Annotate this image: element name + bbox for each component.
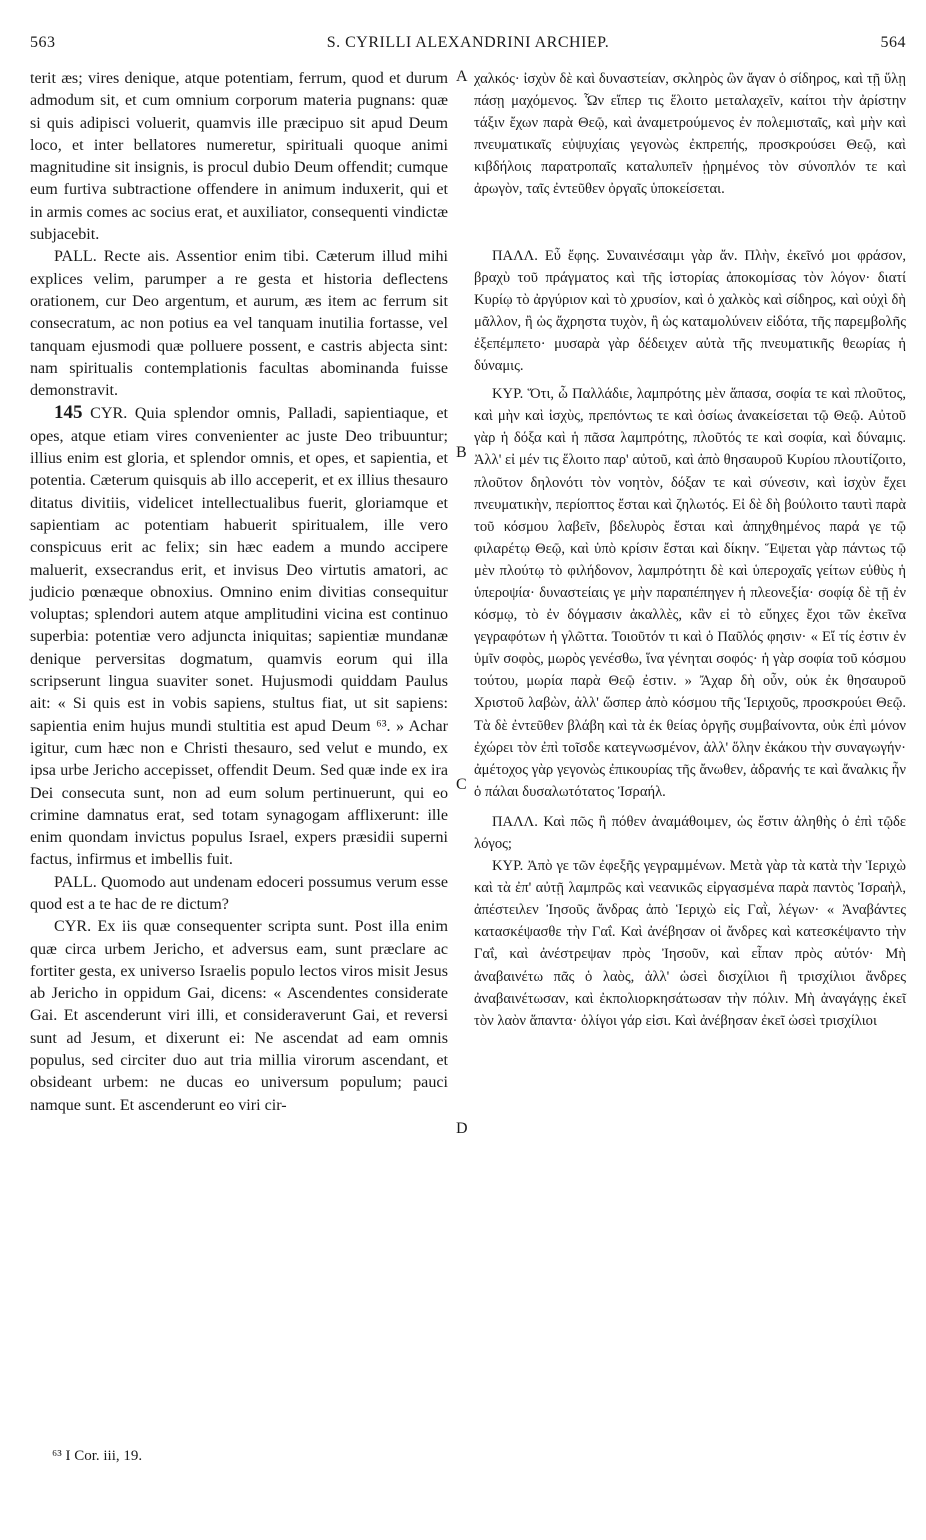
greek-paragraph-5: ΚΥΡ. Ἀπὸ γε τῶν ἐφεξῆς γεγραμμένων. Μετὰ γὰρ τὰ κατὰ τὴν Ἱεριχὼ καὶ τὰ ἐπ' αὐτῇ λαμπρῶς καὶ νεανικῶς εἰργασμένα παρὰ παντὸς Ἰσραὴλ, ἀπέστειλεν Ἰησοῦς ἄνδρας ἀπὸ Ἱεριχὼ εἰς Γαῒ, λέγων· « Ἀναβάντες κατασκέψασθε τὴν Γαΐ. Καὶ ἀνέβησαν οἱ ἄνδρες καὶ κατεσκέψαντο τὴν Γαΐ, καὶ ἀνέστρεψαν πρὸς Ἰησοῦν, καὶ εἶπαν πρὸς αὐτόν· Μὴ ἀναβαινέτω πᾶς ὁ λαὸς, ἀλλ' ὡσεὶ δισχίλιοι ἢ τρισχίλιοι ἄνδρες ἀναβαινέτωσαν, καὶ ἐκπολιορκησάτωσαν τὴν πόλιν. Μὴ ἀναγάγῃς ἐκεῖ τὸν λαὸν ἅπαντα· ὀλίγοι γάρ εἰσι. Καὶ ἀνέβησαν ἐκεῖ ὡσεὶ τρισχίλιοι (474, 858, 906, 1029)
page-number-right: 564 (880, 34, 906, 51)
latin-paragraph-5: CYR. Ex iis quæ consequenter scripta sunt. Post illa enim quæ circa urbem Jericho, et adversus eam, sunt præclare ac fortiter gesta, ex universo Israelis populo lectos viros misit Jesus ab Jericho in oppidum Gai, dicens: « Ascendentes considerate Gai. Et ascenderunt viri illi, et consideraverunt Gai, et reversi sunt ad Jesum, et dixerunt ei: Ne ascendat ad eam omnis populus, sed circiter duo aut tria millia virorum ascendant, et obsideant urbem: ne ducas eo universum populum; pauci namque sunt. Et ascenderunt eo viri cir- (30, 918, 448, 1114)
margin-markers (452, 68, 472, 1168)
running-header (30, 34, 906, 56)
latin-paragraph-2: PALL. Recte ais. Assentior enim tibi. Cæterum illud mihi explices velim, parumper a re gesta et historia deflectens orationem, cur Deo argentum, et aurum, æs item ac ferrum sit consecratum, ac non potius ea vel tanquam inutilia fortasse, vel tanquam ejusmodi quæ polluere possent, e castris abjecta sint: nam spiritualis contemplationis facultas abominanda fuisse demonstravit. (30, 248, 448, 400)
greek-paragraph-1: χαλκός· ἰσχὺν δὲ καὶ δυναστείαν, σκληρὸς ὢν ἄγαν ὁ σίδηρος, καὶ τῇ ὕλῃ πάσῃ μαχόμενος. Ὧν εἴπερ τις ἕλοιτο μεταλαχεῖν, καίτοι τὴν ἀρίστην τάξιν ἔχων παρὰ Θεῷ, καὶ ἀναμετρούμενος ἐν πολεμισταῖς, καὶ μὴν καὶ πνευματικαῖς εὐψυχίαις γεγονὼς ἐκπρεπής, προσκρούσει Θεῷ, καὶ κιβδήλοις παρατροπαῖς καταλυπεῖν ᾑρημένος τὸν σύνοπλόν τε καὶ ἀρωγὸν, ταῖς ἐντεῦθεν ὀργαῖς ὑποκείσεται. (474, 71, 906, 198)
margin-marker-d: D (456, 1120, 468, 1137)
greek-paragraph-2: ΠΑΛΛ. Εὖ ἔφης. Συναινέσαιμι γὰρ ἄν. Πλὴν, ἐκεῖνό μοι φράσον, βραχὺ τοῦ πράγματος καὶ τῆς ἱστορίας ἀποκομίσας τὸν λόγον· διατί Κυρίῳ τὸ ἀργύριον καὶ τὸ χρυσίον, καὶ ὁ χαλκὸς καὶ σίδηρος, καὶ οὐχὶ δὴ μᾶλλον, ἢ ὡς ἄχρηστα τυχὸν, ἢ ὡς καταμολύνειν εἰδότα, τῆς παρεμβολῆς ἐξεπέμπετο· μυσαρὰ γὰρ δέδειχεν αὐτὰ τῆς πνευματικῆς θεωρίας ἡ δύναμις. (474, 247, 906, 375)
greek-paragraph-4: ΠΑΛΛ. Καὶ πῶς ἢ πόθεν ἀναμάθοιμεν, ὡς ἔστιν ἀληθὴς ὁ ἐπὶ τῷδε λόγος; (474, 813, 906, 852)
latin-paragraph-3 (30, 402, 448, 871)
latin-column (30, 68, 448, 1117)
margin-marker-b: B (456, 444, 467, 461)
running-title: S. CYRILLI ALEXANDRINI ARCHIEP. (326, 34, 610, 51)
latin-paragraph-1: terit æs; vires denique, atque potentiam, ferrum, quod et durum admodum sit, et cum omnium corporum materia pugnans: quæ si quis adipisci voluerit, quamvis ille præcipuo sit apud Deum loco, et inter bellatores numeretur, spirituali quoque animi magnitudine sit insignis, is procul dubio Deum offendit; cumque eum furtiva subtractione offendere in animum induxerit, qui et in armis comes ac socius erat, et auxiliator, consequenti vindictæ subjacebit. (30, 70, 448, 244)
latin-paragraph-3-text: CYR. Quia splendor omnis, Palladi, sapientiaque, et opes, atque etiam vires convenienter ac juste Deo tribuuntur; illius enim est gloria, et splendor omnis, et opes, et sapientia, et potentia. Cæterum quisquis ab illo acceperit, et ex illius thesauro ditatus divitiis, videlicet intellectualibus fuerit, gloriamque et sapientiam ac potentiam habuerit spiritualem, ille vero conspicuus erit ac felix; sin hæc eadem a mundo accipere maluerit, exsecrandus erit, et invisus Deo virtutis amatori, ac judicio pœnæque obnoxius. Omnino enim divitias consequitur voluptas; splendori autem atque amplitudini vicina est continuo superbia: potentiæ vero adjuncta iniquitas; sapientiæ mundanæ denique perversitas dogmatum, quamvis eorum qui illa scripserunt lingua suaviter sonet. Hujusmodi quiddam Paulus ait: « Si quis est in vobis sapiens, stultus fiat, ut sit sapiens: sapientia enim hujus mundi stultitia est apud Deum ⁶³. » Achar igitur, cum hæc non e Christi thesauro, sed velut e mundo, ex ipsa urbe Jericho accepisset, offendit Deum. Sed quæ inde ex ira Dei consecuta sunt, non ad eum solum pertinuerunt, qui eo crimine damnatus erat, sed totam synagogam afflixerunt: ille enim quondam invictus populus Israel, expers præsidii superni factus, infirmus et imbellis fuit. (30, 405, 448, 869)
greek-paragraph-3: ΚΥΡ. Ὅτι, ὦ Παλλάδιε, λαμπρότης μὲν ἅπασα, σοφία τε καὶ πλοῦτος, καὶ μὴν καὶ ἰσχὺς, πρεπόντως τε καὶ ὁσίως ἀνακείσεται τῷ Θεῷ. Αὐτοῦ γὰρ ἡ δόξα καὶ ἡ πᾶσα λαμπρότης, πλοῦτός τε καὶ σοφία, καὶ δύναμις. Ἀλλ' εἰ μέν τις ἕλοιτο παρ' αὐτοῦ, καὶ ἀπὸ θησαυροῦ Κυρίου πλουτίζοιτο, πλοῦτον δηλονότι τὸν νοητὸν, δόξαν τε καὶ σύνεσιν, καὶ ἰσχὺν ἔχει πνευματικὴν, περίοπτος ἔσται καὶ ζηλωτός. Εἰ δὲ δὴ βούλοιτο ταυτὶ παρὰ τοῦ κόσμου λαβεῖν, βδελυρὸς ἔσται καὶ ἀπηχθημένος παρά γε τῷ φιλαρέτῳ Θεῷ, καὶ ὑπὸ κρίσιν ἔσται καὶ δίκην. Ἕψεται γὰρ πάντως τῷ μὲν πλούτῳ τὸ φιλήδονον, λαμπρότητι δὲ καὶ ὑπεροχαῖς γείτων εὐθὺς ἡ ὑπεροψία· δυναστείαις γε μὴν παραπέπηγεν ἡ πλεονεξία· σοφίᾳ δὲ τῇ ἐν κόσμῳ, τὸ ἐν δόγμασιν ἀκαλλὲς, κἂν εἰ τὸ εὔηχες ἔχοι τῶν ἐκεῖνα γεγραφότων ἡ γλῶττα. Τοιοῦτόν τι καὶ ὁ Παῦλός φησιν· « Εἴ τίς ἐστιν ἐν ὑμῖν σοφὸς, μωρὸς γενέσθω, ἵνα γένηται σοφός· ἡ γὰρ σοφία τοῦ κόσμου τούτου, μωρία παρὰ Θεῷ ἐστιν. » Ἄχαρ δὴ οὖν, οὐκ ἐκ θησαυροῦ Χριστοῦ λαβὼν, ἀλλ' ὥσπερ ἀπὸ κόσμου τῆς Ἱεριχοῦς, προσκρούει Θεῷ. Τὰ δὲ ἐντεῦθεν βλάβη καὶ τὰ ἐκ θείας ὀργῆς συμβαίνοντα, οὐκ ἐπὶ μόνον ἐχώρει τὸν ἐπὶ τοῖσδε κατεγνωσμένον, ἀλλ' ὅλην ἐκάκου τὴν συναγωγήν· ἀμέτοχος γὰρ γεγονὼς ἐπικουρίας τῆς ἄνωθεν, ἀδρανής τε καὶ ἄναλκις ἦν ὁ πάλαι δυσαλωτότατος Ἰσραήλ. (474, 386, 906, 800)
section-number: 145 (54, 402, 83, 424)
latin-paragraph-4: PALL. Quomodo aut undenam edoceri possumus verum esse quod est a te hac de re dictum? (30, 873, 448, 913)
greek-column (474, 68, 906, 1032)
page-number-left: 563 (30, 34, 56, 51)
footnote: ⁶³ I Cor. iii, 19. (52, 1448, 143, 1464)
margin-marker-c: C (456, 776, 467, 793)
margin-marker-a: A (456, 68, 468, 85)
